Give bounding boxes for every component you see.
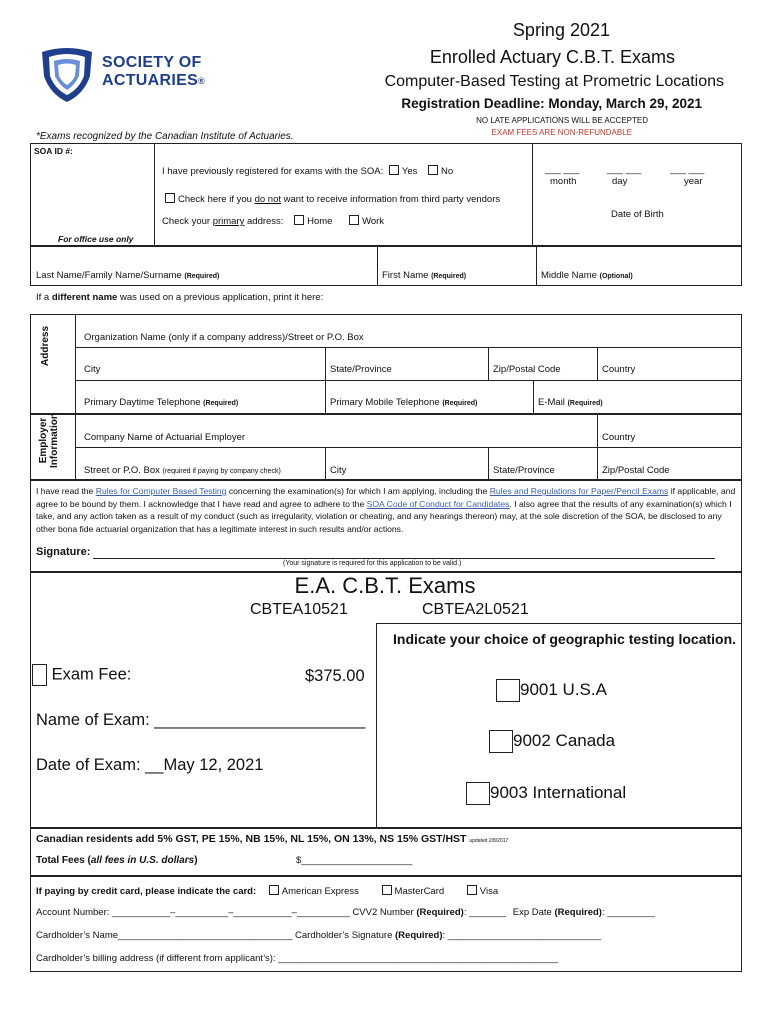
dob-month-blank[interactable]: ___ ___: [545, 164, 580, 175]
company-name-field[interactable]: Company Name of Actuarial Employer: [84, 432, 246, 443]
tax-notice: Canadian residents add 5% GST, PE 15%, NB 15%, NL 15%, ON 13%, NS 15% GST/HST updated 2/8/2017: [36, 833, 509, 845]
logo-reg: ®: [198, 76, 205, 86]
location-instructions: Indicate your choice of geographic testing location.: [393, 631, 737, 647]
exam-code-2: CBTEA2L0521: [422, 601, 529, 618]
day-phone-field[interactable]: Primary Daytime Telephone (Required): [84, 397, 239, 408]
total-fees-field[interactable]: $_____________________: [296, 855, 413, 866]
zip-field[interactable]: Zip/Postal Code: [493, 364, 561, 375]
mastercard-checkbox[interactable]: [382, 885, 392, 895]
total-fees-label: Total Fees (all fees in U.S. dollars): [36, 855, 198, 866]
account-row[interactable]: Account Number: ___________–__________–___________–__________ CVV2 Number (Required): _______ Exp Date (Required): _________: [36, 907, 655, 918]
fee-row: Exam Fee:: [32, 664, 131, 686]
employer-state-field[interactable]: State/Province: [493, 465, 555, 476]
third-party-checkbox[interactable]: [165, 193, 175, 203]
header-season: Spring 2021: [512, 20, 610, 40]
exam-title: E.A. C.B.T. Exams: [294, 573, 476, 598]
dob-year-blank[interactable]: ___ ___: [670, 164, 705, 175]
work-checkbox[interactable]: [349, 215, 359, 225]
dob-month: month: [550, 176, 577, 187]
visa-checkbox[interactable]: [467, 885, 477, 895]
signature-label: Signature:: [36, 546, 91, 558]
non-refundable-notice: EXAM FEES ARE NON-REFUNDABLE: [491, 128, 632, 137]
paper-rules-link[interactable]: Rules and Regulations for Paper/Pencil Exams: [489, 486, 669, 496]
address-side-label: Address: [40, 325, 51, 366]
card-type-row: If paying by credit card, please indicate the card: American Express MasterCard Visa: [36, 886, 499, 897]
header-deadline: Registration Deadline: Monday, March 29, 2021: [401, 96, 702, 111]
state-field[interactable]: State/Province: [330, 364, 392, 375]
dob-year: year: [684, 176, 703, 187]
middle-name-field[interactable]: Middle Name (Optional): [541, 270, 633, 281]
employer-city-field[interactable]: City: [330, 465, 347, 476]
shield-icon: [38, 46, 96, 104]
header-title: Enrolled Actuary C.B.T. Exams: [429, 47, 675, 67]
loc-usa[interactable]: 9001 U.S.A: [496, 679, 607, 702]
cardholder-row[interactable]: Cardholder’s Name_________________________________ Cardholder’s Signature (Required): _____________________________: [36, 930, 602, 941]
loc-international-checkbox[interactable]: [466, 782, 490, 805]
employer-zip-field[interactable]: Zip/Postal Code: [602, 465, 670, 476]
home-checkbox[interactable]: [294, 215, 304, 225]
first-name-field[interactable]: First Name (Required): [382, 270, 467, 281]
no-checkbox[interactable]: [428, 165, 438, 175]
dob-day: day: [612, 176, 628, 187]
loc-canada-checkbox[interactable]: [489, 730, 513, 753]
agreement-text: I have read the Rules for Computer Based Testing concerning the examination(s) for which I am applying, including the Rules and Regulations for Paper/Pencil Exams if applicable, and agree to be bound by them. I acknowledge that I have read and agree to adhere to the SOA Code of Conduct for Candidates. I also agree that the results of any examination(s) which I take, and any action taken as a result of my conduct (such as irregularity, violation or cheating, and any hearings thereon) may, at the sole discretion of the SOA, be disclosed to any other bona fide actuarial organization that has a legitimate interest in such results and/or actions.: [36, 486, 736, 534]
city-field[interactable]: City: [84, 364, 101, 375]
employer-country-field[interactable]: Country: [602, 432, 636, 443]
exam-code-1: CBTEA10521: [250, 601, 348, 618]
loc-canada[interactable]: 9002 Canada: [489, 730, 615, 753]
recognized-note: *Exams recognized by the Canadian Institute of Actuaries.: [36, 131, 294, 142]
header-subtitle: Computer-Based Testing at Prometric Locations: [384, 73, 724, 90]
no-late-notice: NO LATE APPLICATIONS WILL BE ACCEPTED: [476, 116, 648, 125]
yes-checkbox[interactable]: [389, 165, 399, 175]
different-name-field[interactable]: If a different name was used on a previous application, print it here:: [36, 292, 324, 303]
dob-label: Date of Birth: [611, 209, 664, 220]
employer-side-label: Employer Information: [38, 413, 60, 468]
billing-address-field[interactable]: Cardholder’s billing address (if different from applicant’s): _____________________________________________________: [36, 953, 559, 964]
office-use-label: For office use only: [58, 234, 134, 244]
exam-box: [30, 572, 742, 828]
exam-name-field[interactable]: Name of Exam: _______________________: [36, 711, 366, 729]
soa-id-label: SOA ID #:: [34, 146, 73, 156]
loc-usa-checkbox[interactable]: [496, 679, 520, 702]
dob-day-blank[interactable]: ___ ___: [607, 164, 642, 175]
loc-international[interactable]: 9003 International: [466, 782, 626, 805]
prev-registered: I have previously registered for exams with the SOA: Yes No: [162, 166, 454, 177]
signature-note: (Your signature is required for this application to be valid.): [283, 560, 462, 567]
exam-date: Date of Exam: __May 12, 2021: [36, 756, 264, 774]
amex-checkbox[interactable]: [269, 885, 279, 895]
signature-line[interactable]: [93, 558, 715, 559]
country-field[interactable]: Country: [602, 364, 636, 375]
cbt-rules-link[interactable]: Rules for Computer Based Testing: [95, 486, 227, 496]
last-name-field[interactable]: Last Name/Family Name/Surname (Required): [36, 270, 220, 281]
exam-fee-checkbox[interactable]: [32, 664, 47, 686]
logo-line2: ACTUARIES: [102, 72, 199, 89]
code-of-conduct-link[interactable]: SOA Code of Conduct for Candidates: [366, 498, 510, 509]
exam-fee-amount: $375.00: [305, 667, 365, 685]
email-field[interactable]: E-Mail (Required): [538, 397, 603, 408]
employer-street-field[interactable]: Street or P.O. Box (required if paying by company check): [84, 465, 281, 476]
primary-address: Check your primary address: Home Work: [162, 216, 385, 227]
third-party-optout: Check here if you do not want to receive information from third party vendors: [162, 193, 500, 205]
logo-line1: SOCIETY OF: [102, 54, 202, 71]
soa-logo: [38, 46, 238, 102]
org-street-field[interactable]: Organization Name (only if a company address)/Street or P.O. Box: [84, 332, 364, 343]
mobile-phone-field[interactable]: Primary Mobile Telephone (Required): [330, 397, 478, 408]
